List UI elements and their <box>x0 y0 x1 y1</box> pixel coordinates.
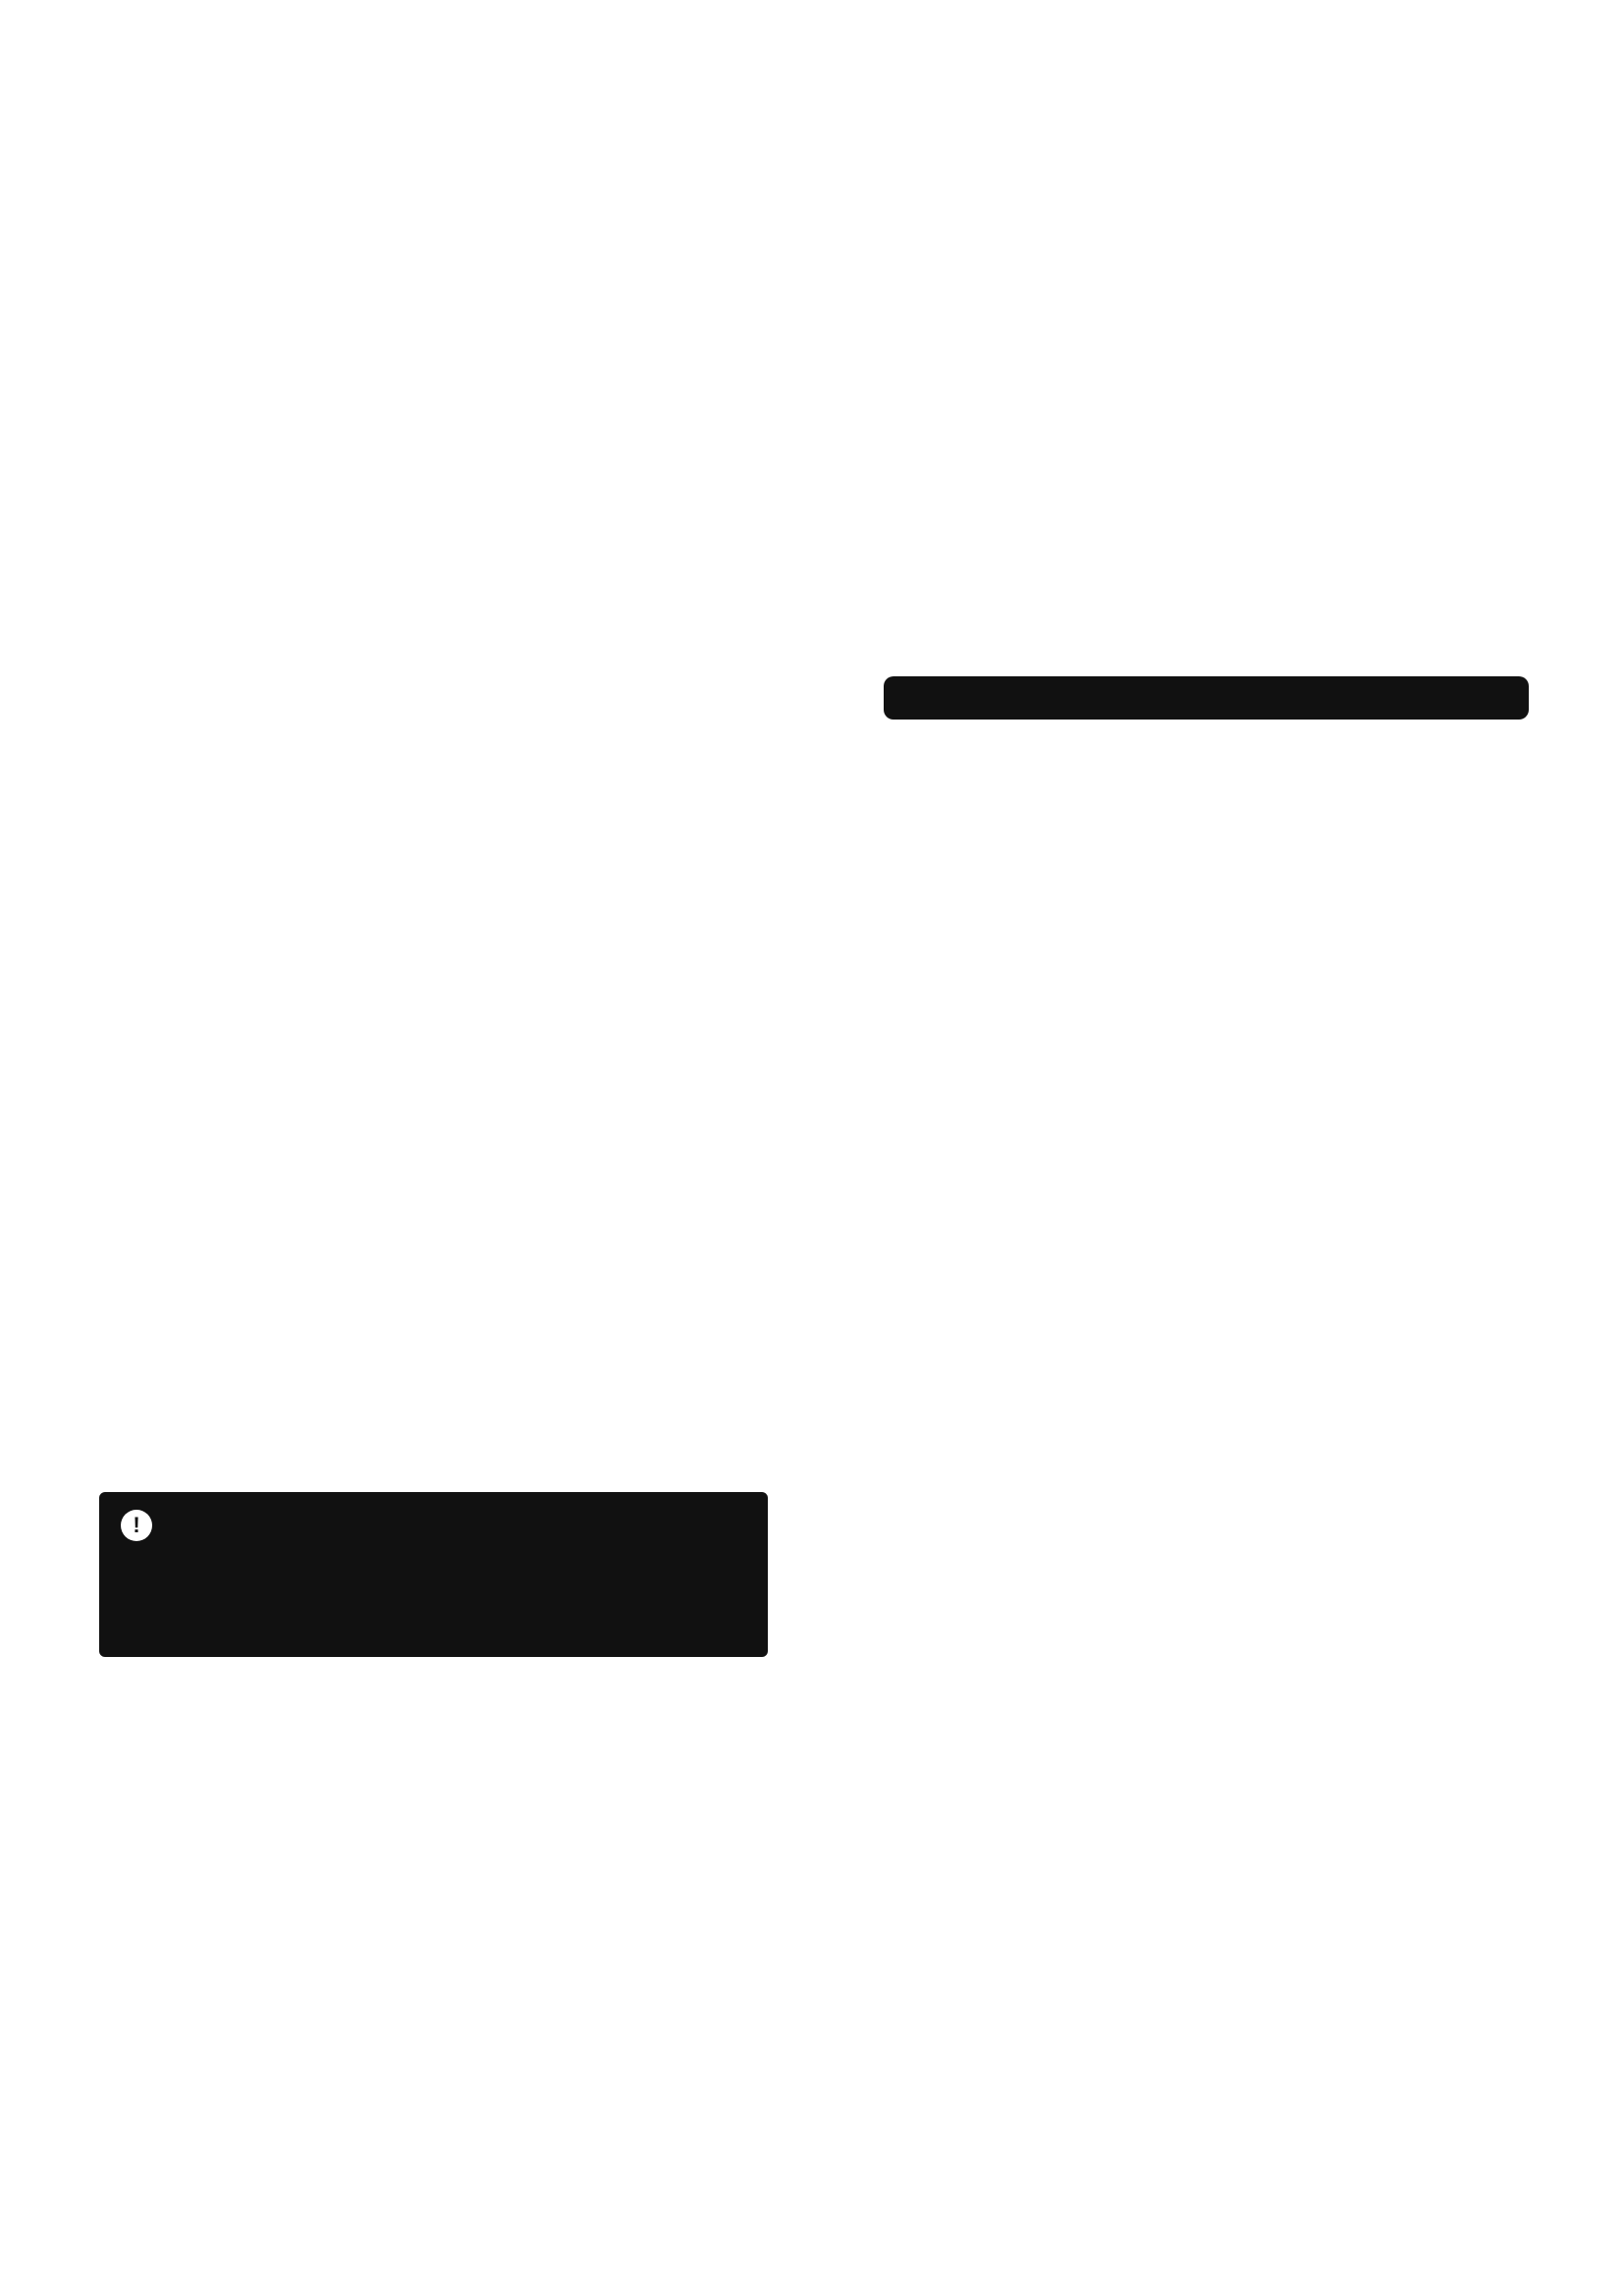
language-tag-bar <box>884 676 1529 720</box>
step-item <box>99 1133 438 1149</box>
warning-box <box>99 1492 768 1657</box>
italian-steps-column <box>99 723 438 1149</box>
step-item <box>99 1102 438 1119</box>
step-item <box>99 828 438 845</box>
warning-column <box>481 1528 761 1536</box>
step-item <box>99 1041 438 1058</box>
italian-notes-column <box>443 723 767 737</box>
step-item <box>99 737 438 754</box>
step-item <box>99 798 438 815</box>
step-item <box>99 1011 438 1028</box>
step-item <box>99 768 438 784</box>
step-item <box>99 889 438 906</box>
step-item <box>99 950 438 967</box>
hebrew-safety-list <box>884 852 1529 873</box>
step-item <box>99 1072 438 1089</box>
step-item <box>99 981 438 997</box>
step-item <box>99 920 438 936</box>
step-item <box>99 859 438 876</box>
exclamation-icon: ! <box>121 1510 152 1541</box>
warning-column <box>178 1528 472 1536</box>
